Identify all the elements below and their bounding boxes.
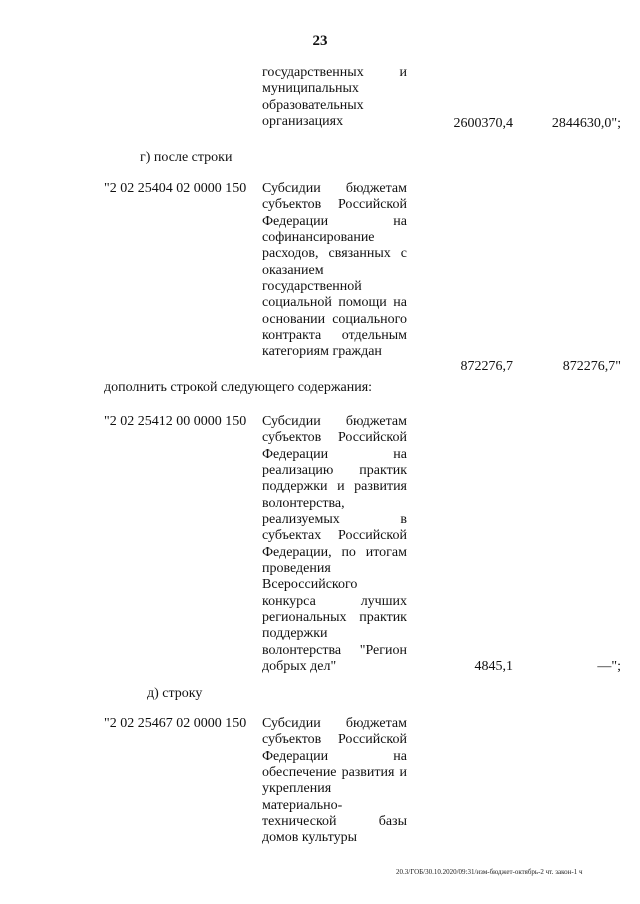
row-value-1: 872276,7 bbox=[460, 359, 513, 374]
row-description: Субсидии бюджетам субъектов Российской Федерации на реализацию практик поддержки и развития волонтерства, реализуемых в субъектах Российской Федерации, по итогам проведения Всероссийского конкурса лучших региональных практик поддержки волонтерства "Регион добрых дел" bbox=[262, 414, 407, 675]
row-value-2: —"; bbox=[597, 659, 621, 674]
row-value-2: 2844630,0"; bbox=[551, 116, 621, 131]
instruction-add: дополнить строкой следующего содержания: bbox=[104, 380, 373, 395]
row-description: Субсидии бюджетам субъектов Российской Федерации на обеспечение развития и укрепления материально-технической базы домов культуры bbox=[262, 716, 407, 846]
row-value-2: 872276,7" bbox=[562, 359, 621, 374]
row-value-1: 4845,1 bbox=[474, 659, 513, 674]
row-value-1: 2600370,4 bbox=[453, 116, 513, 131]
row-description: Субсидии бюджетам субъектов Российской Федерации на софинансирование расходов, связанных с оказанием государственной социальной помощи на основании социального контракта отдельным категориям граждан bbox=[262, 181, 407, 360]
row-description-continued: государственных и муниципальных образовательных организациях bbox=[262, 65, 407, 130]
instruction-g: г) после строки bbox=[140, 150, 233, 165]
footer-document-id: 20.3/ГОБ/30.10.2020/09:31/изм-бюджет-октябрь-2 чт. закон-1 ч bbox=[396, 868, 583, 876]
budget-code: "2 02 25412 00 0000 150 bbox=[104, 414, 247, 429]
budget-code: "2 02 25404 02 0000 150 bbox=[104, 181, 247, 196]
page-number: 23 bbox=[312, 33, 328, 49]
budget-code: "2 02 25467 02 0000 150 bbox=[104, 716, 247, 731]
instruction-d: д) строку bbox=[147, 686, 203, 701]
